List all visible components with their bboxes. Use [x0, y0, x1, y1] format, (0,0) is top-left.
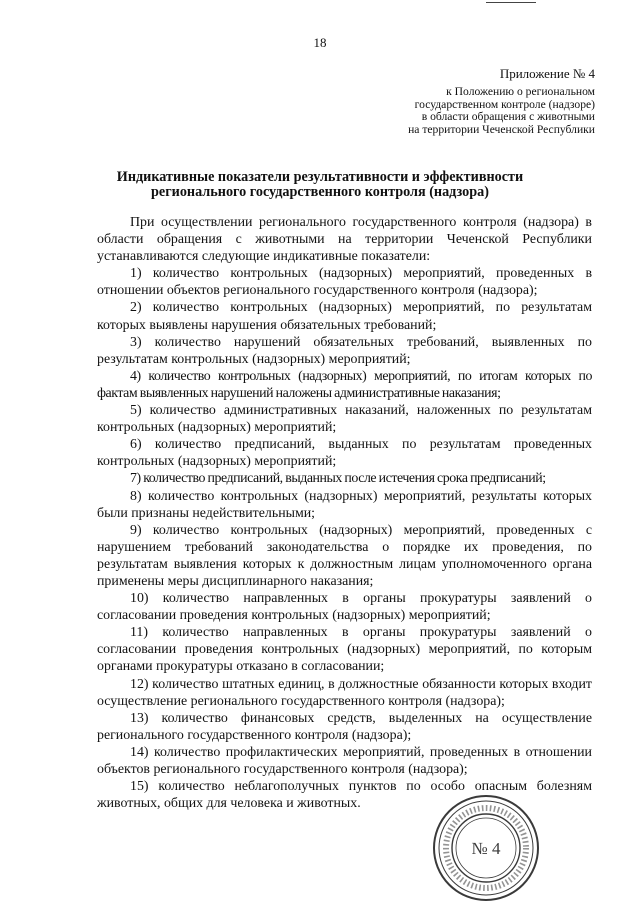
appendix-line: государственном контроле (надзоре) — [414, 97, 595, 111]
page-number: 18 — [313, 35, 327, 50]
header-rule — [486, 2, 536, 3]
title-line: регионального государственного контроля (надзора) — [151, 184, 489, 200]
title-line: Индикативные показатели результативности и эффективности — [116, 169, 524, 185]
indicator-item: 6) количество предписаний, выданных по результатам проведенных контрольных (надзорных) мероприятий; — [97, 437, 592, 470]
indicator-item: 13) количество финансовых средств, выделенных на осуществление регионального государственного контроля (надзора); — [97, 710, 592, 743]
indicator-item: 11) количество направленных в органы прокуратуры заявлений о согласовании проведения контрольных (надзорных) мероприятий, по которым органами прокуратуры отказано в согласовании; — [97, 625, 592, 675]
document-body — [97, 214, 592, 812]
document-title — [0, 170, 640, 200]
stamp-label: № 4 — [471, 839, 501, 858]
indicator-item: 7) количество предписаний, выданных после истечения срока предписаний; — [130, 471, 546, 487]
indicator-item: 4) количество контрольных (надзорных) мероприятий, по итогам которых по фактам выявленных нарушений наложены административные наказания; — [97, 368, 592, 401]
indicator-item: 8) количество контрольных (надзорных) мероприятий, результаты которых были признаны недействительными; — [97, 488, 592, 521]
appendix-label: Приложение № 4 — [499, 66, 595, 81]
indicator-item: 15) количество неблагополучных пунктов по особо опасным болезням животных, общих для человека и животных. — [97, 779, 592, 812]
indicator-item: 10) количество направленных в органы прокуратуры заявлений о согласовании проведения контрольных (надзорных) мероприятий; — [97, 591, 592, 624]
appendix-line: на территории Чеченской Республики — [408, 122, 595, 136]
indicator-item: 9) количество контрольных (надзорных) мероприятий, проведенных с нарушением требований законодательства о порядке их проведения, по результатам выявления которых к должностным лицам уполномоченного органа применены меры дисциплинарного наказания; — [97, 522, 592, 589]
indicator-item: 1) количество контрольных (надзорных) мероприятий, проведенных в отношении объектов регионального государственного контроля (надзора); — [97, 266, 592, 299]
intro-paragraph: При осуществлении регионального государственного контроля (надзора) в области обращения с животными на территории Чеченской Республики устанавливаются следующие индикативные показатели: — [97, 215, 592, 265]
indicator-item: 14) количество профилактических мероприятий, проведенных в отношении объектов регионального государственного контроля (надзора); — [97, 744, 592, 777]
appendix-reference — [408, 86, 595, 136]
official-seal-stamp — [424, 790, 544, 910]
indicator-item: 12) количество штатных единиц, в должностные обязанности которых входит осуществление регионального государственного контроля (надзора); — [97, 676, 592, 709]
appendix-line: к Положению о региональном — [446, 85, 595, 98]
indicator-item: 5) количество административных наказаний, наложенных по результатам контрольных (надзорных) мероприятий; — [97, 403, 592, 436]
indicator-item: 2) количество контрольных (надзорных) мероприятий, по результатам которых выявлены нарушения обязательных требований; — [97, 300, 592, 333]
indicator-item: 3) количество нарушений обязательных требований, выявленных по результатам контрольных (надзорных) мероприятий; — [97, 334, 592, 367]
appendix-line: в области обращения с животными — [421, 110, 595, 124]
